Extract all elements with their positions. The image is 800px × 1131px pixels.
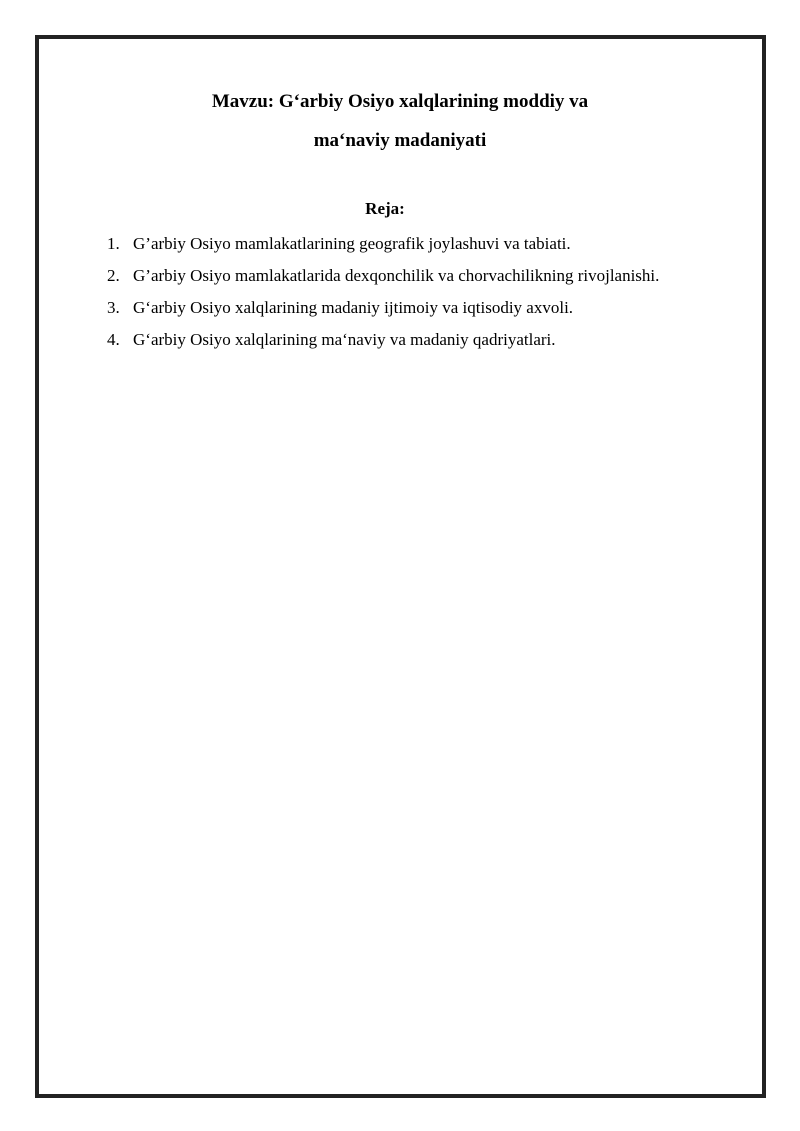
plan-item-number: 3. [107,298,120,317]
plan-item-number: 1. [107,234,120,253]
plan-item [107,292,659,324]
document-title-line-1: Mavzu: G‘arbiy Osiyo xalqlarining moddiy va [211,91,589,112]
plan-item-text: G’arbiy Osiyo mamlakatlarining geografik joylashuvi va tabiati. [133,234,571,253]
document-title-line-2: ma‘naviy madaniyati [313,130,487,151]
plan-item-text: G‘arbiy Osiyo xalqlarining madaniy ijtimoiy va iqtisodiy axvoli. [133,298,574,317]
page-border-frame [35,35,766,1098]
plan-heading: Reja: [365,199,405,218]
plan-list [107,228,659,356]
plan-item-text: G’arbiy Osiyo mamlakatlarida dexqonchilik va chorvachilikning rivojlanishi. [133,266,660,285]
plan-item [107,260,659,292]
plan-item [107,228,659,260]
plan-item-number: 2. [107,266,120,285]
plan-item [107,324,659,356]
plan-item-number: 4. [107,330,120,349]
plan-item-text: G‘arbiy Osiyo xalqlarining ma‘naviy va madaniy qadriyatlari. [133,330,556,349]
